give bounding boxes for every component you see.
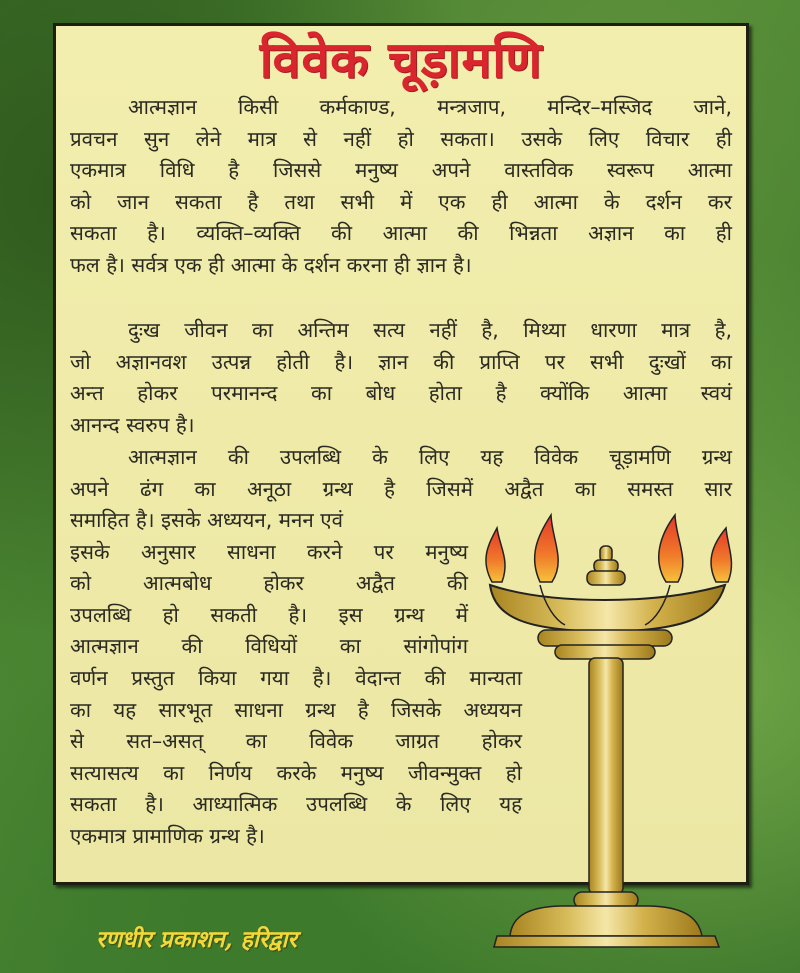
text-line: इसके अनुसार साधना करने पर मनुष्य [70,539,468,564]
paragraph-2 [70,315,732,441]
text-line: फल है। सर्वत्र एक ही आत्मा के दर्शन करना ही ज्ञान है। [70,252,472,277]
text-line: आत्मज्ञान की विधियों का सांगोपांग [70,634,468,658]
brass-oil-lamp-icon [470,500,800,960]
paragraph-3-wrapped-2 [70,663,522,852]
text-line: दुःख जीवन का अन्तिम सत्य नहीं है, मिथ्या धारणा मात्र है, [128,318,732,342]
text-line: अपने ढंग का अनूठा ग्रन्थ है जिसमें अद्वैत का समस्त सार [70,476,732,501]
text-line: आत्मज्ञान किसी कर्मकाण्ड, मन्त्रजाप, मन्दिर–मस्जिद जाने, [128,95,732,119]
text-line: का यह सारभूत साधना ग्रन्थ है जिसके अध्ययन [70,697,522,722]
text-line: उपलब्धि हो सकती है। इस ग्रन्थ में [70,602,468,627]
text-line: अन्त होकर परमानन्द का बोध होता है क्योंकि आत्मा स्वयं [70,381,732,405]
publisher-name: रणधीर प्रकाशन, हरिद्वार [96,926,297,953]
text-line: सत्यासत्य का निर्णय करके मनुष्य जीवन्मुक्त हो [70,760,522,785]
text-line: आत्मज्ञान की उपलब्धि के लिए यह विवेक चूड़ामणि ग्रन्थ [128,445,732,469]
text-line: एकमात्र प्रामाणिक ग्रन्थ है। [70,823,265,848]
paragraph-3 [70,442,732,505]
text-line: को जान सकता है तथा सभी में एक ही आत्मा के दर्शन कर [70,189,732,214]
text-line: जो अज्ञानवश उत्पन्न होती है। ज्ञान की प्राप्ति पर सभी दुःखों का [70,349,732,374]
text-line: एकमात्र विधि है जिससे मनुष्य अपने वास्तविक स्वरूप आत्मा [70,158,732,182]
text-line: आनन्द स्वरुप है। [70,412,195,437]
text-line: प्रवचन सुन लेने मात्र से नहीं हो सकता। उसके लिए विचार ही [70,126,732,151]
text-line: सकता है। आध्यात्मिक उपलब्धि के लिए यह [70,792,522,816]
text-line: से सत–असत् का विवेक जाग्रत होकर [70,729,522,753]
text-line: वर्णन प्रस्तुत किया गया है। वेदान्त की मान्यता [70,666,522,690]
text-line: समाहित है। इसके अध्ययन, मनन एवं [70,508,344,532]
text-line: को आत्मबोध होकर अद्वैत की [70,571,468,595]
paragraph-3-wrapped [70,505,468,663]
paragraph-1 [70,92,732,281]
text-line: सकता है। व्यक्ति–व्यक्ति की आत्मा की भिन्नता अज्ञान का ही [70,221,732,245]
page-title: विवेक चूड़ामणि [259,30,543,89]
